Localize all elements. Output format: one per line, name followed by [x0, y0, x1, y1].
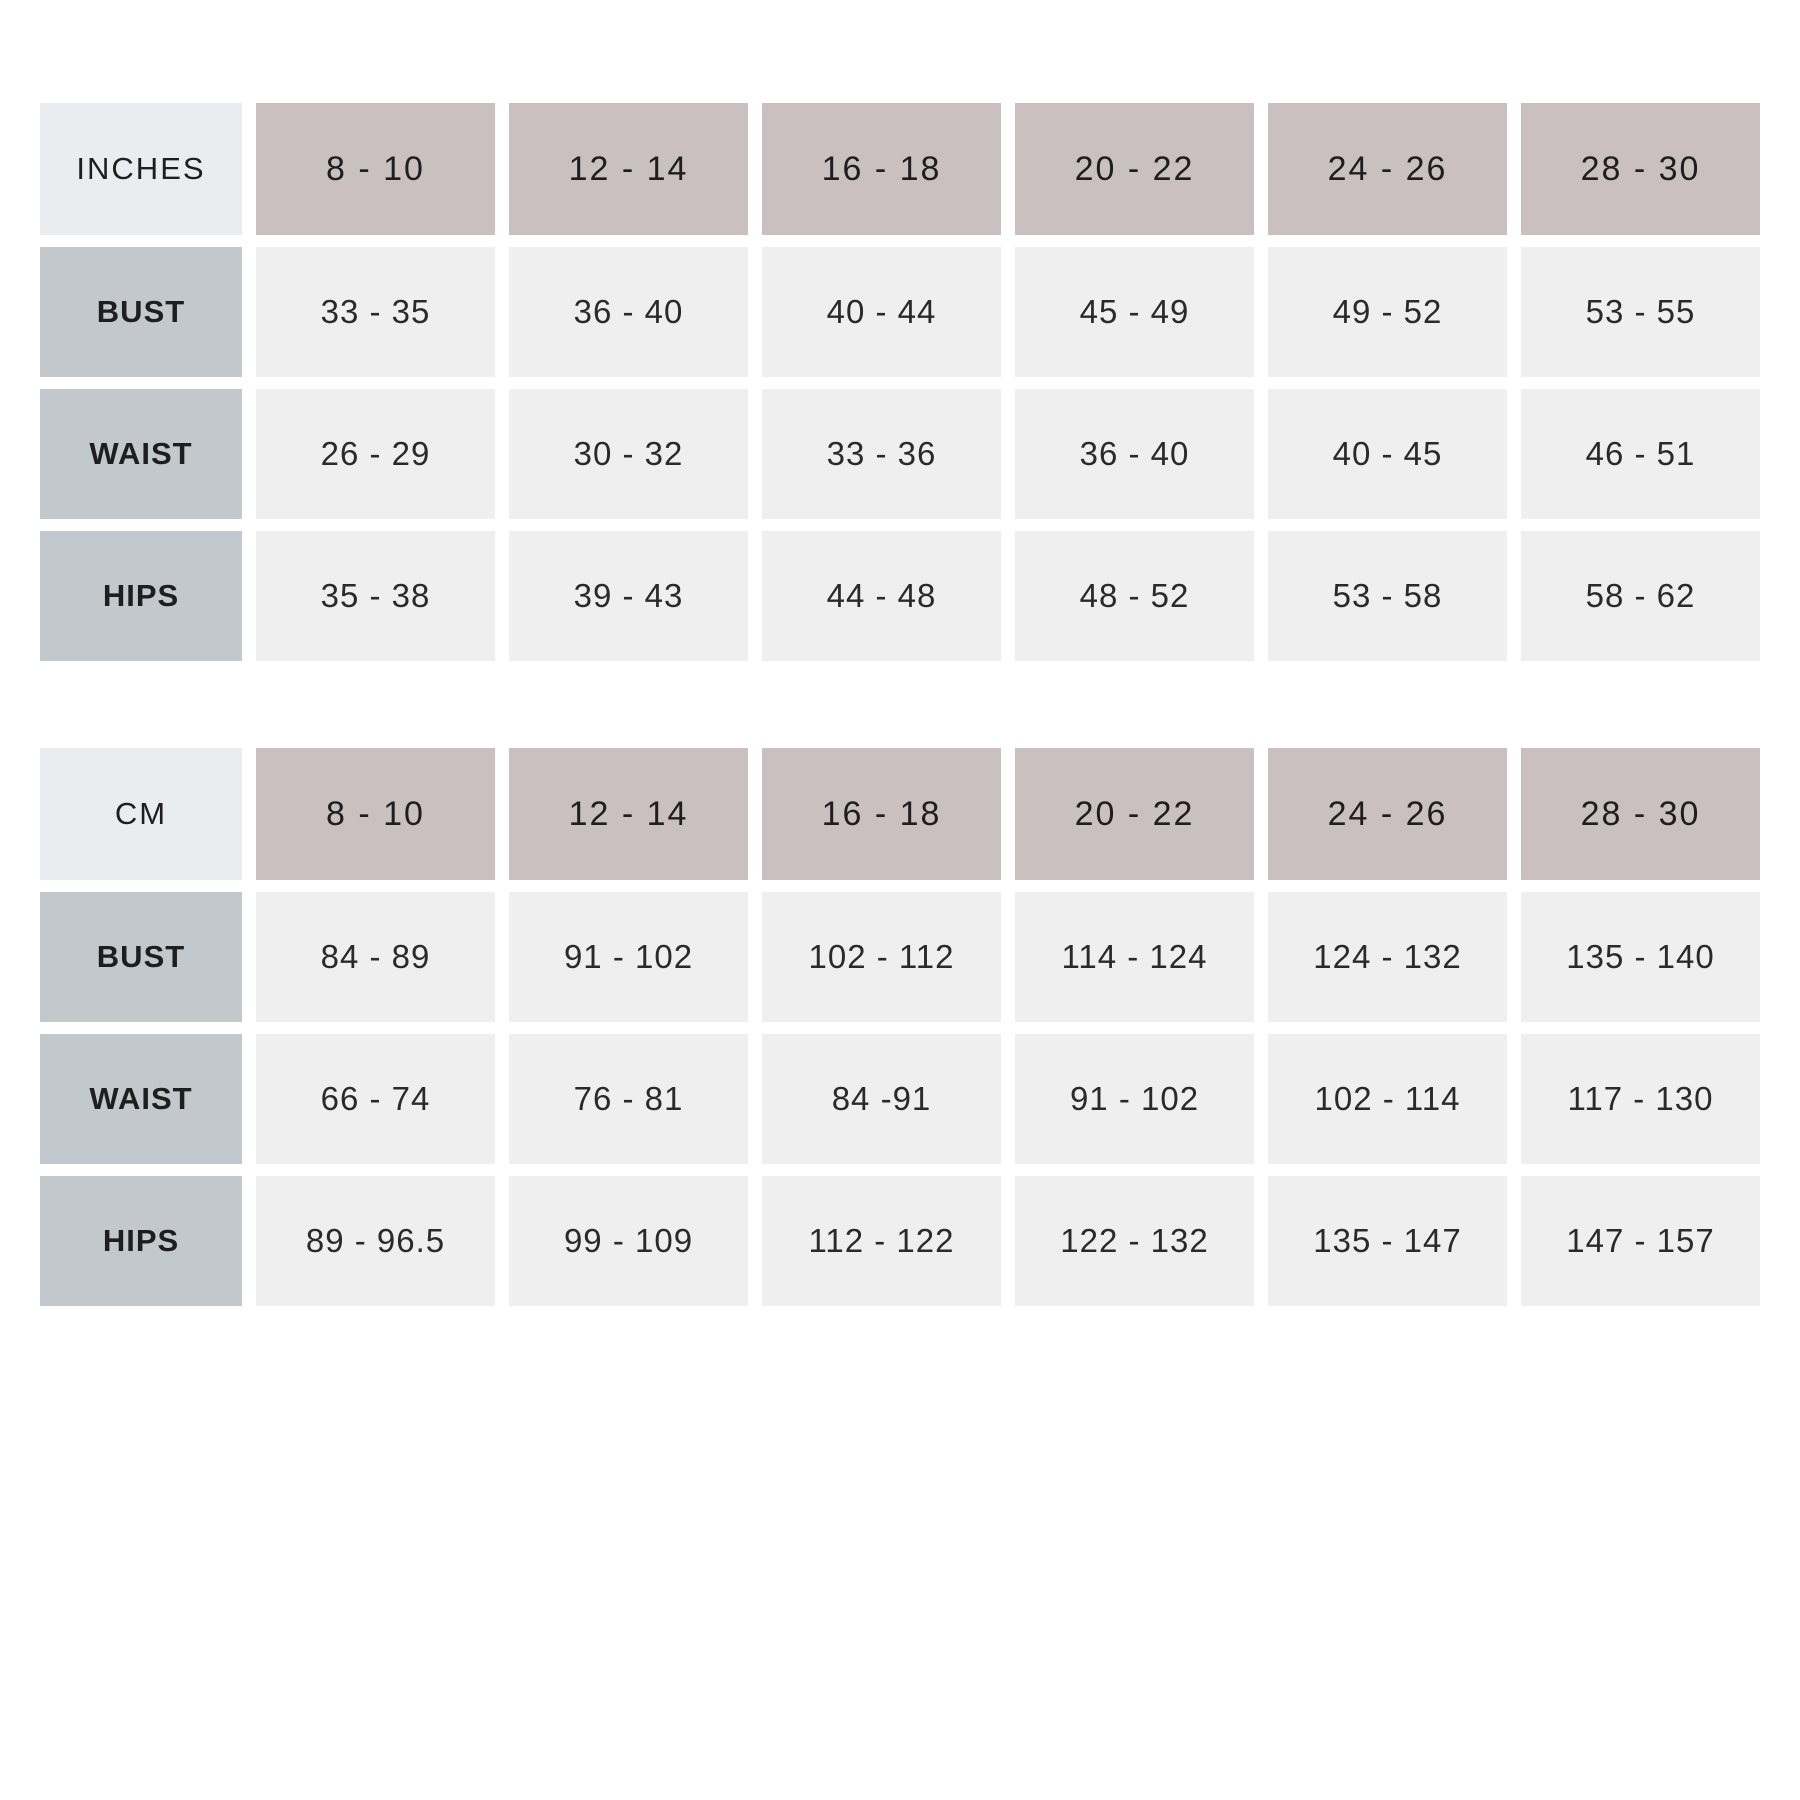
data-cell: 122 - 132 — [1015, 1176, 1254, 1306]
data-cell: 147 - 157 — [1521, 1176, 1760, 1306]
data-cell: 76 - 81 — [509, 1034, 748, 1164]
data-cell: 135 - 140 — [1521, 892, 1760, 1022]
data-cell: 53 - 58 — [1268, 531, 1507, 661]
data-cell: 46 - 51 — [1521, 389, 1760, 519]
data-cell: 102 - 112 — [762, 892, 1001, 1022]
data-cell: 44 - 48 — [762, 531, 1001, 661]
size-header-cell: 24 - 26 — [1268, 748, 1507, 880]
size-header-cell: 24 - 26 — [1268, 103, 1507, 235]
size-table-inches — [40, 103, 1760, 661]
data-cell: 84 -91 — [762, 1034, 1001, 1164]
data-cell: 102 - 114 — [1268, 1034, 1507, 1164]
size-header-cell: 12 - 14 — [509, 748, 748, 880]
data-cell: 33 - 36 — [762, 389, 1001, 519]
row-label-hips: HIPS — [40, 1176, 242, 1306]
size-header-cell: 16 - 18 — [762, 748, 1001, 880]
row-label-bust: BUST — [40, 892, 242, 1022]
unit-header-cell: INCHES — [40, 103, 242, 235]
data-cell: 84 - 89 — [256, 892, 495, 1022]
data-cell: 117 - 130 — [1521, 1034, 1760, 1164]
data-cell: 91 - 102 — [509, 892, 748, 1022]
data-cell: 99 - 109 — [509, 1176, 748, 1306]
data-cell: 26 - 29 — [256, 389, 495, 519]
row-label-hips: HIPS — [40, 531, 242, 661]
size-table-cm — [40, 748, 1760, 1306]
row-label-waist: WAIST — [40, 389, 242, 519]
data-cell: 45 - 49 — [1015, 247, 1254, 377]
data-cell: 36 - 40 — [1015, 389, 1254, 519]
data-cell: 33 - 35 — [256, 247, 495, 377]
data-cell: 39 - 43 — [509, 531, 748, 661]
data-cell: 53 - 55 — [1521, 247, 1760, 377]
data-cell: 58 - 62 — [1521, 531, 1760, 661]
data-cell: 124 - 132 — [1268, 892, 1507, 1022]
data-cell: 89 - 96.5 — [256, 1176, 495, 1306]
size-header-cell: 28 - 30 — [1521, 748, 1760, 880]
data-cell: 35 - 38 — [256, 531, 495, 661]
size-chart-content — [40, 103, 1760, 1306]
size-header-cell: 16 - 18 — [762, 103, 1001, 235]
row-label-bust: BUST — [40, 247, 242, 377]
data-cell: 91 - 102 — [1015, 1034, 1254, 1164]
data-cell: 66 - 74 — [256, 1034, 495, 1164]
data-cell: 30 - 32 — [509, 389, 748, 519]
data-cell: 49 - 52 — [1268, 247, 1507, 377]
unit-header-cell: CM — [40, 748, 242, 880]
size-header-cell: 8 - 10 — [256, 748, 495, 880]
data-cell: 36 - 40 — [509, 247, 748, 377]
size-header-cell: 20 - 22 — [1015, 103, 1254, 235]
data-cell: 40 - 44 — [762, 247, 1001, 377]
data-cell: 114 - 124 — [1015, 892, 1254, 1022]
data-cell: 48 - 52 — [1015, 531, 1254, 661]
size-header-cell: 12 - 14 — [509, 103, 748, 235]
data-cell: 40 - 45 — [1268, 389, 1507, 519]
data-cell: 112 - 122 — [762, 1176, 1001, 1306]
size-header-cell: 8 - 10 — [256, 103, 495, 235]
row-label-waist: WAIST — [40, 1034, 242, 1164]
size-header-cell: 28 - 30 — [1521, 103, 1760, 235]
size-header-cell: 20 - 22 — [1015, 748, 1254, 880]
data-cell: 135 - 147 — [1268, 1176, 1507, 1306]
